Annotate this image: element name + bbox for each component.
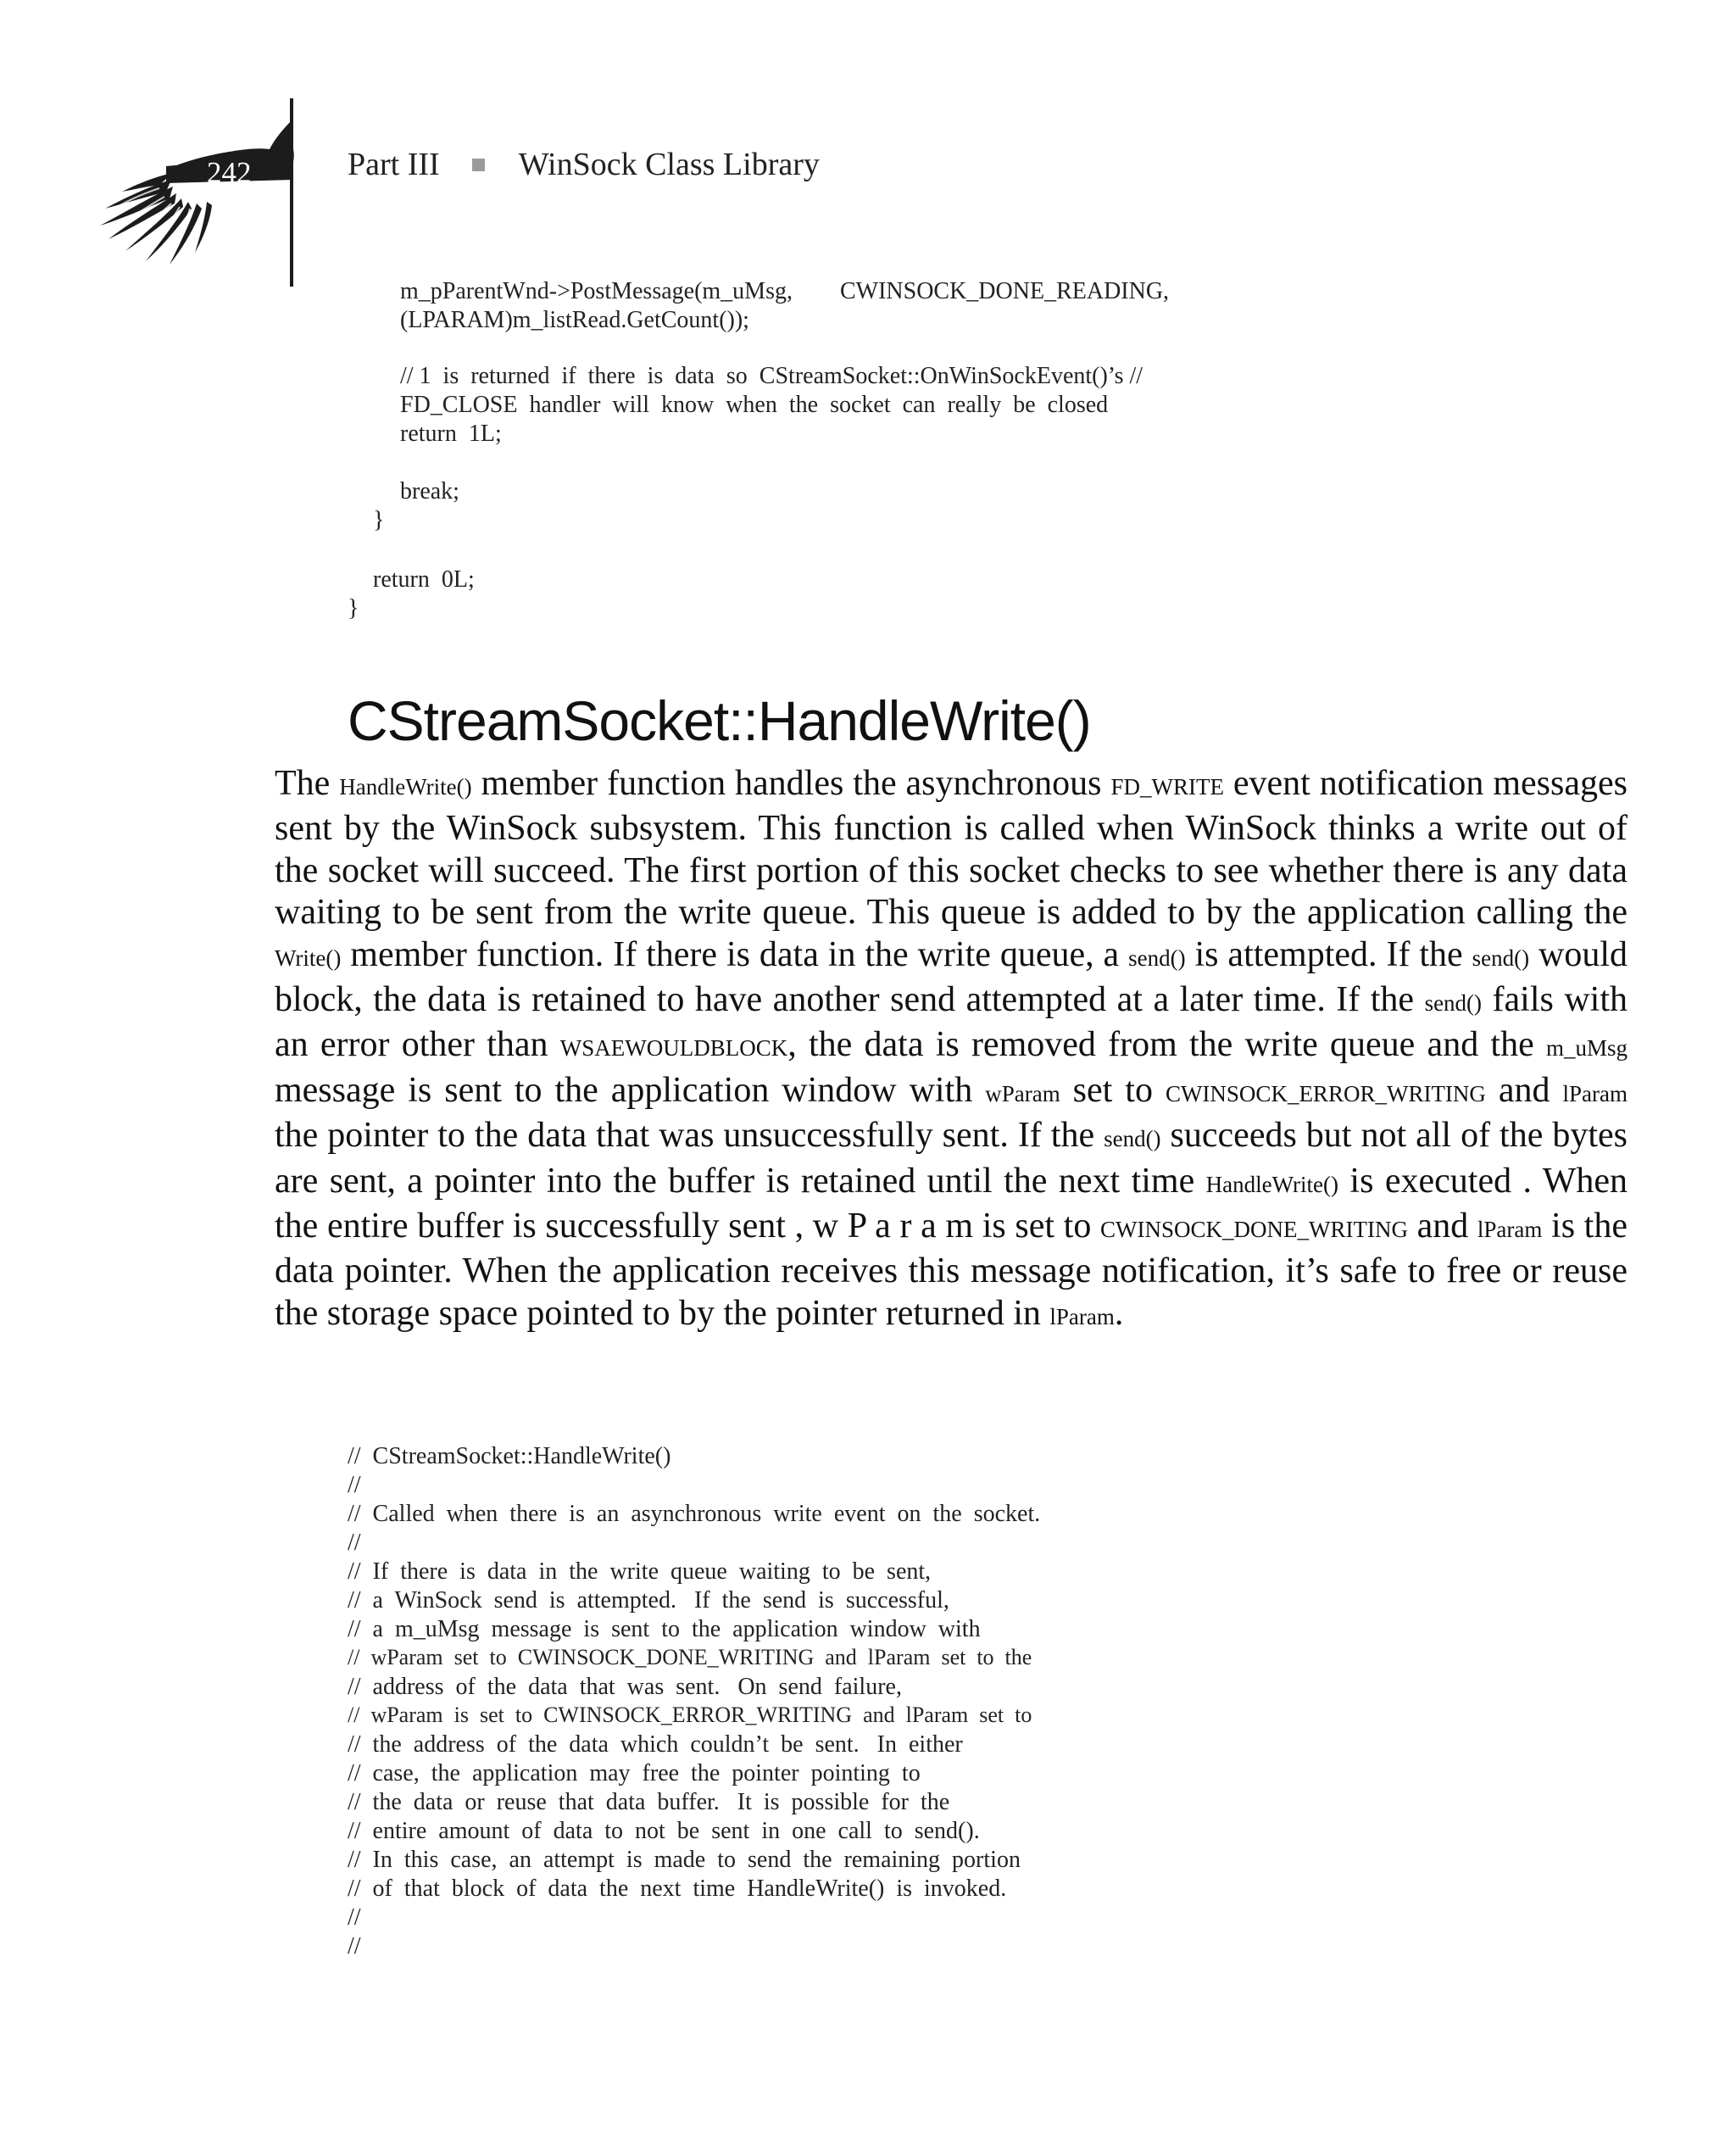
code-line: // Called when there is an asynchronous write event on the socket. (348, 1501, 1041, 1527)
code-line: // wParam is set to CWINSOCK_ERROR_WRITING and lParam set to (348, 1703, 1032, 1727)
code-line: // CStreamSocket::HandleWrite() (348, 1443, 671, 1469)
code-line: // (348, 1472, 361, 1498)
text-run: , the data is removed from the write queue and the (787, 1025, 1546, 1065)
text-run: is the data pointer. When the application receives this message notification, it’s safe to free or reuse the storage space pointed to by the pointer returned in (275, 1207, 1628, 1333)
code-line: } (373, 507, 385, 533)
code-line: return 0L; (373, 566, 475, 593)
code-line: // case, the application may free the pointer pointing to (348, 1760, 921, 1786)
inline-code: Write() (275, 945, 342, 971)
text-run: and (1485, 1070, 1563, 1110)
text-run: message is sent to the application window with (275, 1070, 986, 1110)
inline-code: send() (1424, 990, 1483, 1017)
code-line: (LPARAM)m_listRead.GetCount()); (400, 307, 749, 333)
running-header (348, 146, 820, 183)
text-run: would block, the data is retained to have another send attempted at a later time. If the (275, 934, 1628, 1020)
separator-square (472, 159, 485, 171)
text-run: is executed . When the entire buffer is successfully sent , w P a r a m is set to (275, 1161, 1628, 1246)
code-line: // the data or reuse that data buffer. It is possible for the (348, 1789, 950, 1815)
inline-code: send() (1104, 1126, 1161, 1152)
inline-code: lParam (1562, 1080, 1628, 1106)
code-line: // In this case, an attempt is made to send the remaining portion (348, 1847, 1021, 1873)
text-run: succeeds but not all of the bytes are sent, a pointer into the buffer is retained until the next time (275, 1116, 1628, 1201)
code-line: m_pParentWnd->PostMessage(m_uMsg, CWINSOCK_DONE_READING, (400, 278, 1170, 304)
book-title: WinSock Class Library (518, 147, 820, 182)
text-run: fails with an error other than (275, 980, 1628, 1065)
text-run: event notification messages sent by the WinSock subsystem. This function is called when WinSock thinks a write out of the socket will succeed. The first portion of this socket checks to see whether there is any data waiting to be sent from the write queue. This queue is added to by the application calling the (275, 764, 1628, 933)
code-line: // (348, 1904, 361, 1931)
code-line: // 1 is returned if there is data so CStreamSocket::OnWinSockEvent()’s // (400, 363, 1143, 389)
code-line: // wParam set to CWINSOCK_DONE_WRITING and lParam set to the (348, 1645, 1032, 1669)
page-number: 242 (207, 156, 252, 189)
inline-code: send() (1128, 945, 1186, 971)
inline-code: lParam (1049, 1303, 1115, 1329)
text-run: member function handles the asynchronous (471, 764, 1111, 803)
code-line: } (348, 595, 359, 621)
inline-code: HandleWrite() (1205, 1171, 1338, 1197)
code-line: break; (400, 478, 459, 504)
inline-code: m_uMsg (1545, 1035, 1628, 1062)
code-line: // a m_uMsg message is sent to the application window with (348, 1616, 981, 1642)
code-line: // of that block of data the next time HandleWrite() is invoked. (348, 1875, 1007, 1902)
inline-code: HandleWrite() (339, 774, 472, 800)
code-line: return 1L; (400, 421, 502, 447)
text-run: member function. If there is data in the write queue, a (341, 934, 1129, 974)
section-heading: CStreamSocket::HandleWrite() (348, 689, 1091, 752)
inline-code: WSAEWOULDBLOCK (559, 1035, 788, 1062)
inline-code: FD_WRITE (1110, 774, 1224, 800)
body-paragraph (275, 763, 1628, 1338)
inline-code: CWINSOCK_ERROR_WRITING (1165, 1080, 1486, 1106)
code-line: // the address of the data which couldn’t be sent. In either (348, 1731, 963, 1758)
text-run: The (275, 764, 340, 803)
code-line: FD_CLOSE handler will know when the socket can really be closed (400, 392, 1109, 418)
inline-code: send() (1472, 945, 1530, 971)
part-label: Part III (348, 147, 440, 182)
code-line: // If there is data in the write queue waiting to be sent, (348, 1558, 932, 1585)
code-line: // entire amount of data to not be sent in one call to send(). (348, 1818, 980, 1844)
code-line: // (348, 1530, 361, 1556)
code-line: // address of the data that was sent. On send failure, (348, 1674, 902, 1700)
text-run: is attempted. If the (1185, 934, 1472, 974)
code-line: // a WinSock send is attempted. If the send is successful, (348, 1587, 949, 1613)
text-run: the pointer to the data that was unsuccessfully sent. If the (275, 1116, 1104, 1156)
text-run: set to (1060, 1070, 1166, 1110)
inline-code: lParam (1477, 1217, 1543, 1243)
code-line: // (348, 1933, 361, 1959)
inline-code: wParam (985, 1080, 1060, 1106)
text-run: . (1114, 1293, 1124, 1333)
inline-code: CWINSOCK_DONE_WRITING (1099, 1217, 1408, 1243)
text-run: and (1407, 1207, 1477, 1246)
book-quill-logo (71, 95, 317, 290)
